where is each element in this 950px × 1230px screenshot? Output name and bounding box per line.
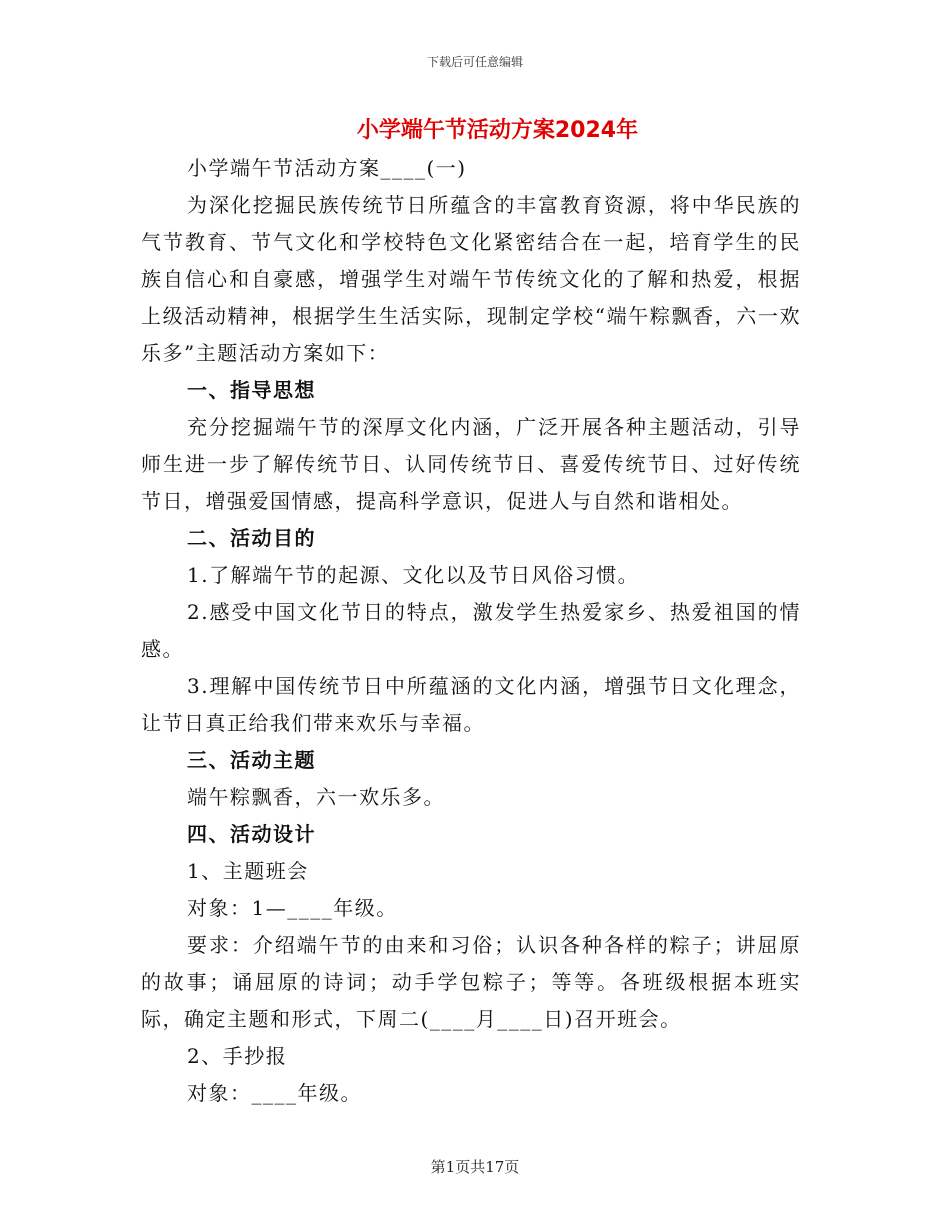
section-heading-design: 四、活动设计 xyxy=(187,822,316,846)
class-meeting-target: 对象：1—____年级。 xyxy=(187,896,398,920)
document-body xyxy=(141,150,801,1112)
design-item-class-meeting: 1、主题班会 xyxy=(187,859,309,883)
intro-paragraph: 为深化挖掘民族传统节日所蕴含的丰富教育资源，将中华民族的气节教育、节气文化和学校特色文化紧密结合在一起，培育学生的民族自信心和自豪感，增强学生对端午节传统文化的了解和热爱，根据上级活动精神，根据学生生活实际，现制定学校“端午粽飘香，六一欢乐多”主题活动方案如下： xyxy=(141,193,801,365)
section-heading-guiding-thought: 一、指导思想 xyxy=(187,378,316,402)
design-item-handwritten-newspaper: 2、手抄报 xyxy=(187,1044,288,1068)
page-footer: 第1页共17页 xyxy=(430,1158,520,1176)
purpose-item-1: 1.了解端午节的起源、文化以及节日风俗习惯。 xyxy=(187,563,640,587)
purpose-item-3: 3.理解中国传统节日中所蕴涵的文化内涵，增强节日文化理念，让节日真正给我们带来欢乐与幸福。 xyxy=(141,674,801,735)
purpose-item-2: 2.感受中国文化节日的特点，激发学生热爱家乡、热爱祖国的情感。 xyxy=(141,600,801,661)
header-note: 下载后可任意编辑 xyxy=(426,55,523,69)
subtitle-line: 小学端午节活动方案____(一) xyxy=(187,156,467,180)
class-meeting-requirements: 要求：介绍端午节的由来和习俗；认识各种各样的粽子；讲屈原的故事；诵屈原的诗词；动手学包粽子；等等。各班级根据本班实际，确定主题和形式，下周二(____月____日)召开班会。 xyxy=(141,933,801,1031)
handwritten-newspaper-target: 对象：____年级。 xyxy=(187,1081,362,1105)
guiding-thought-paragraph: 充分挖掘端午节的深厚文化内涵，广泛开展各种主题活动，引导师生进一步了解传统节日、认同传统节日、喜爱传统节日、过好传统节日，增强爱国情感，提高科学意识，促进人与自然和谐相处。 xyxy=(141,415,801,513)
theme-paragraph: 端午粽飘香，六一欢乐多。 xyxy=(187,785,445,809)
section-heading-theme: 三、活动主题 xyxy=(187,748,316,772)
section-heading-purpose: 二、活动目的 xyxy=(187,526,316,550)
document-title: 小学端午节活动方案2024年 xyxy=(356,118,639,143)
